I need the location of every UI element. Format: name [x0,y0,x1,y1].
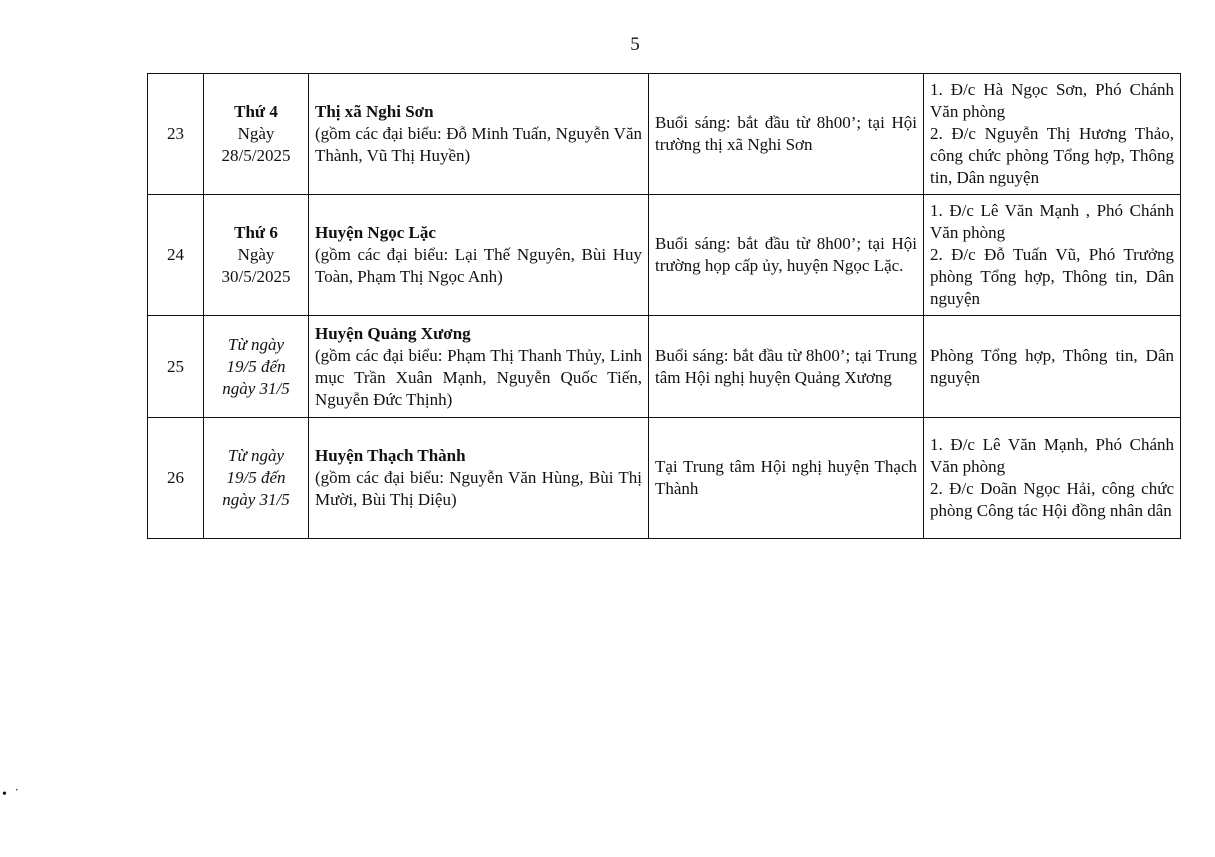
date-cell [204,195,309,316]
date-range-line: Từ ngày [227,334,285,354]
date-range-line: ngày 31/5 [222,378,290,398]
page-number: 5 [630,34,640,55]
unit-cell [309,195,649,316]
unit-name: Huyện Ngọc Lặc [315,223,436,242]
day-label: Ngày [237,245,275,264]
row-number: 26 [148,418,204,539]
row-number: 25 [148,316,204,418]
place-cell: Tại Trung tâm Hội nghị huyện Thạch Thành [649,418,924,539]
day-label: Ngày [237,124,275,143]
unit-cell [309,74,649,195]
unit-name: Huyện Quảng Xương [315,323,471,343]
staff-line: 2. Đ/c Doãn Ngọc Hải, công chức phòng Công tác Hội đồng nhân dân [930,479,1174,520]
scan-mark: • ˙ [2,787,22,802]
schedule-table [147,73,1181,539]
delegates-list: (gồm các đại biểu: Phạm Thị Thanh Thủy, Linh mục Trần Xuân Mạnh, Nguyễn Quốc Tiến, Nguyễn Đức Thịnh) [315,345,642,409]
weekday-label: Thứ 4 [234,102,278,121]
staff-line: 1. Đ/c Lê Văn Mạnh, Phó Chánh Văn phòng [930,435,1174,476]
table-row [148,74,1181,195]
day-value: 28/5/2025 [221,146,291,165]
delegates-list: (gồm các đại biểu: Lại Thế Nguyên, Bùi Huy Toàn, Phạm Thị Ngọc Anh) [315,245,642,286]
staff-cell [924,316,1181,418]
unit-cell [309,316,649,418]
unit-name: Huyện Thạch Thành [315,446,466,465]
unit-name: Thị xã Nghi Sơn [315,102,434,121]
table-row [148,418,1181,539]
unit-cell [309,418,649,539]
date-cell [204,74,309,195]
table-row [148,316,1181,418]
staff-line: 1. Đ/c Lê Văn Mạnh , Phó Chánh Văn phòng [930,201,1174,242]
row-number: 24 [148,195,204,316]
day-value: 30/5/2025 [221,267,291,286]
date-cell [204,418,309,539]
place-cell: Buổi sáng: bắt đầu từ 8h00’; tại Hội trường họp cấp ủy, huyện Ngọc Lặc. [649,195,924,316]
table-row [148,195,1181,316]
date-range-line: Từ ngày [227,446,285,465]
weekday-label: Thứ 6 [234,223,278,242]
staff-line: 2. Đ/c Nguyễn Thị Hương Thảo, công chức phòng Tổng hợp, Thông tin, Dân nguyện [930,124,1174,187]
staff-cell [924,195,1181,316]
date-range-line: 19/5 đến [226,468,286,487]
delegates-list: (gồm các đại biểu: Nguyễn Văn Hùng, Bùi Thị Mười, Bùi Thị Diệu) [315,468,642,509]
date-range-line: ngày 31/5 [222,490,290,509]
staff-line: 1. Đ/c Hà Ngọc Sơn, Phó Chánh Văn phòng [930,80,1174,121]
staff-cell [924,74,1181,195]
delegates-list: (gồm các đại biểu: Đỗ Minh Tuấn, Nguyễn Văn Thành, Vũ Thị Huyền) [315,124,642,165]
staff-line: Phòng Tổng hợp, Thông tin, Dân nguyện [930,345,1174,387]
place-cell: Buổi sáng: bắt đầu từ 8h00’; tại Trung tâm Hội nghị huyện Quảng Xương [649,316,924,418]
date-cell [204,316,309,418]
staff-cell [924,418,1181,539]
staff-line: 2. Đ/c Đỗ Tuấn Vũ, Phó Trưởng phòng Tổng hợp, Thông tin, Dân nguyện [930,245,1174,308]
place-cell: Buổi sáng: bắt đầu từ 8h00’; tại Hội trường thị xã Nghi Sơn [649,74,924,195]
row-number: 23 [148,74,204,195]
date-range-line: 19/5 đến [226,356,286,376]
